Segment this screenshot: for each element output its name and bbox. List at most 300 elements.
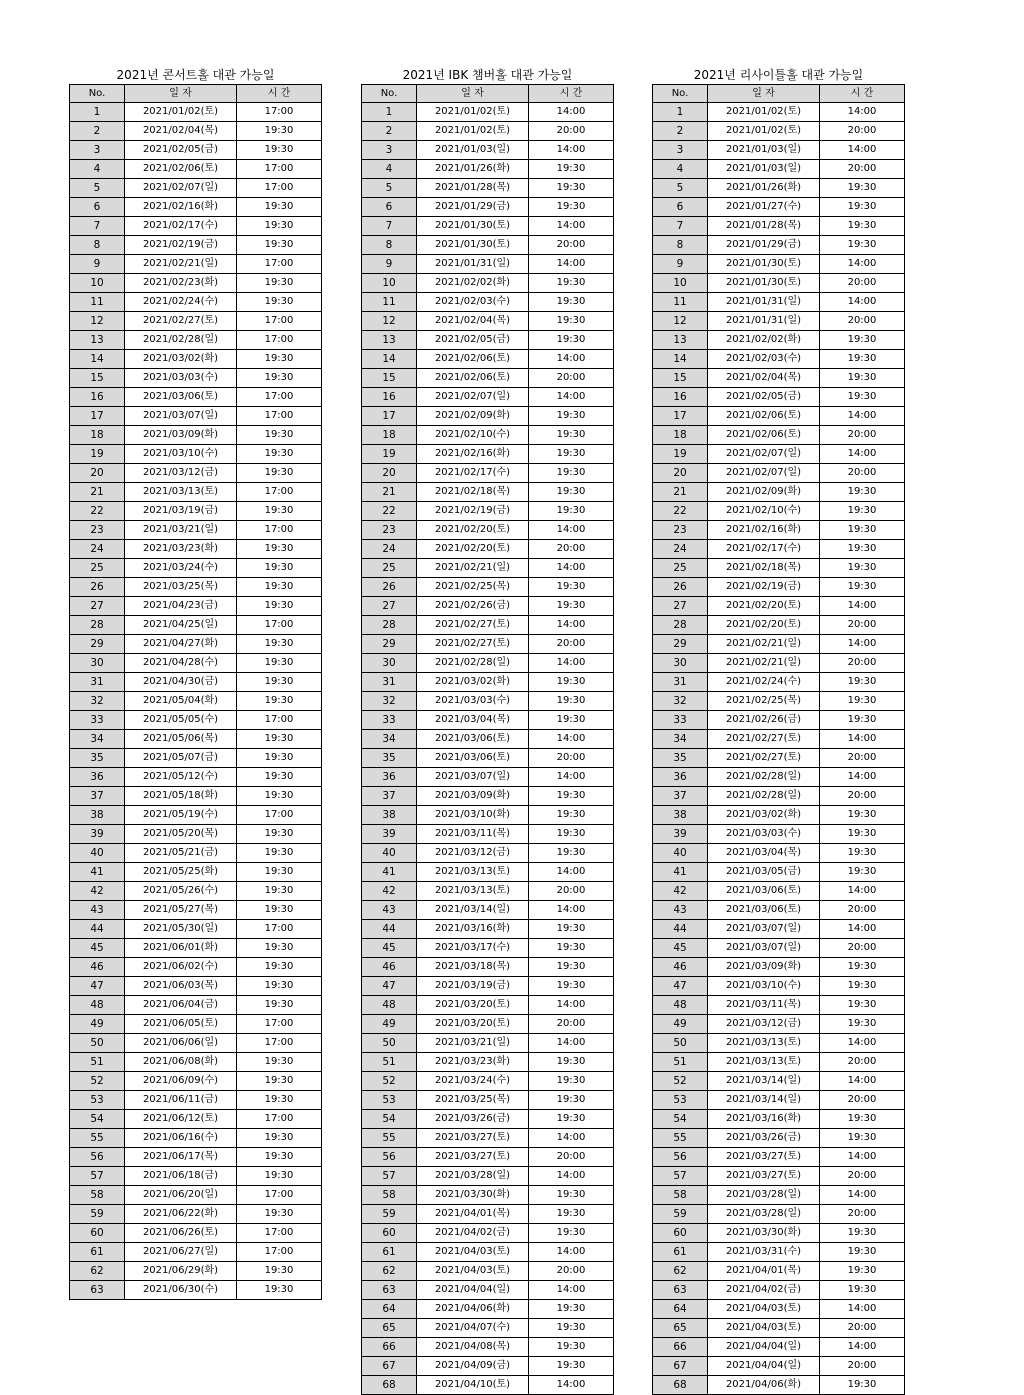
table-row [70, 1186, 322, 1205]
row-time: 19:30 [237, 749, 322, 768]
row-number: 2 [362, 122, 417, 141]
row-number: 56 [653, 1148, 708, 1167]
row-date: 2021/02/02(화) [417, 274, 529, 293]
table-row [653, 958, 905, 977]
table-row [653, 141, 905, 160]
row-number: 49 [653, 1015, 708, 1034]
row-date: 2021/02/09(화) [708, 483, 820, 502]
row-number: 12 [362, 312, 417, 331]
table-row [70, 806, 322, 825]
row-number: 17 [70, 407, 125, 426]
row-date: 2021/03/21(일) [125, 521, 237, 540]
row-number: 35 [70, 749, 125, 768]
table-row [653, 312, 905, 331]
row-date: 2021/03/06(토) [708, 901, 820, 920]
table-row [70, 1167, 322, 1186]
table-row [653, 559, 905, 578]
row-date: 2021/01/02(토) [417, 103, 529, 122]
row-time: 19:30 [237, 578, 322, 597]
table-row [362, 350, 614, 369]
row-number: 64 [653, 1300, 708, 1319]
table-row [70, 597, 322, 616]
row-date: 2021/02/04(목) [125, 122, 237, 141]
table-row [653, 1034, 905, 1053]
row-date: 2021/03/19(금) [417, 977, 529, 996]
row-number: 66 [653, 1338, 708, 1357]
row-number: 42 [653, 882, 708, 901]
row-date: 2021/02/07(일) [417, 388, 529, 407]
row-date: 2021/03/13(토) [417, 863, 529, 882]
header-no: No. [70, 85, 125, 103]
row-date: 2021/02/23(화) [125, 274, 237, 293]
row-number: 65 [362, 1319, 417, 1338]
row-time: 19:30 [820, 692, 905, 711]
table-row [70, 236, 322, 255]
row-number: 42 [70, 882, 125, 901]
row-time: 14:00 [529, 388, 614, 407]
row-number: 50 [70, 1034, 125, 1053]
table-row [362, 1262, 614, 1281]
row-date: 2021/02/04(목) [417, 312, 529, 331]
row-date: 2021/06/08(화) [125, 1053, 237, 1072]
table-row [362, 1015, 614, 1034]
row-number: 61 [70, 1243, 125, 1262]
row-number: 54 [70, 1110, 125, 1129]
row-date: 2021/01/29(금) [417, 198, 529, 217]
row-date: 2021/02/27(토) [708, 749, 820, 768]
row-number: 1 [70, 103, 125, 122]
table-row [653, 920, 905, 939]
row-date: 2021/06/17(목) [125, 1148, 237, 1167]
row-time: 19:30 [237, 217, 322, 236]
row-time: 17:00 [237, 1243, 322, 1262]
row-number: 21 [653, 483, 708, 502]
row-number: 39 [362, 825, 417, 844]
row-time: 19:30 [820, 844, 905, 863]
table-row [653, 274, 905, 293]
row-time: 19:30 [529, 1110, 614, 1129]
row-date: 2021/05/25(화) [125, 863, 237, 882]
row-time: 19:30 [237, 464, 322, 483]
row-time: 19:30 [820, 1281, 905, 1300]
row-date: 2021/02/20(토) [417, 540, 529, 559]
row-date: 2021/03/31(수) [708, 1243, 820, 1262]
row-number: 45 [653, 939, 708, 958]
table-row [362, 1205, 614, 1224]
row-date: 2021/03/07(일) [708, 920, 820, 939]
row-time: 17:00 [237, 1015, 322, 1034]
row-number: 58 [70, 1186, 125, 1205]
table-row [653, 426, 905, 445]
row-date: 2021/03/02(화) [125, 350, 237, 369]
row-number: 7 [362, 217, 417, 236]
row-time: 19:30 [237, 1262, 322, 1281]
table-row [70, 844, 322, 863]
row-time: 19:30 [529, 1186, 614, 1205]
row-number: 23 [362, 521, 417, 540]
row-time: 17:00 [237, 1034, 322, 1053]
row-time: 14:00 [529, 103, 614, 122]
table-row [362, 787, 614, 806]
row-date: 2021/05/19(수) [125, 806, 237, 825]
row-date: 2021/03/10(화) [417, 806, 529, 825]
row-number: 4 [70, 160, 125, 179]
row-number: 14 [362, 350, 417, 369]
row-time: 19:30 [820, 1015, 905, 1034]
row-date: 2021/03/12(금) [125, 464, 237, 483]
table-row [653, 1281, 905, 1300]
row-number: 51 [70, 1053, 125, 1072]
table-row [653, 692, 905, 711]
row-number: 67 [362, 1357, 417, 1376]
row-date: 2021/02/18(목) [417, 483, 529, 502]
row-time: 19:30 [820, 996, 905, 1015]
table-row [653, 1072, 905, 1091]
row-number: 1 [653, 103, 708, 122]
table-row [653, 1186, 905, 1205]
table-row [653, 103, 905, 122]
row-number: 40 [362, 844, 417, 863]
table-row [362, 1034, 614, 1053]
row-date: 2021/02/04(목) [708, 369, 820, 388]
row-date: 2021/03/20(토) [417, 996, 529, 1015]
row-number: 53 [70, 1091, 125, 1110]
row-time: 14:00 [820, 1338, 905, 1357]
row-number: 37 [362, 787, 417, 806]
table-row [70, 293, 322, 312]
row-date: 2021/04/08(목) [417, 1338, 529, 1357]
row-date: 2021/01/30(토) [417, 217, 529, 236]
recital-hall-title: 2021년 리사이틀홀 대관 가능일 [693, 68, 864, 82]
row-number: 15 [362, 369, 417, 388]
header-row [653, 85, 905, 103]
row-number: 60 [362, 1224, 417, 1243]
table-row [362, 103, 614, 122]
row-date: 2021/02/24(수) [708, 673, 820, 692]
row-time: 17:00 [237, 521, 322, 540]
table-row [653, 749, 905, 768]
table-row [653, 1205, 905, 1224]
row-number: 38 [362, 806, 417, 825]
table-row [70, 1262, 322, 1281]
row-number: 9 [70, 255, 125, 274]
row-date: 2021/04/07(수) [417, 1319, 529, 1338]
row-time: 20:00 [820, 1167, 905, 1186]
table-row [70, 350, 322, 369]
table-row [70, 179, 322, 198]
row-date: 2021/03/25(목) [417, 1091, 529, 1110]
row-number: 16 [362, 388, 417, 407]
table-row [70, 122, 322, 141]
table-row [70, 730, 322, 749]
table-row [362, 1300, 614, 1319]
row-time: 19:30 [820, 217, 905, 236]
row-time: 19:30 [529, 274, 614, 293]
row-time: 19:30 [529, 692, 614, 711]
row-number: 6 [362, 198, 417, 217]
row-number: 23 [653, 521, 708, 540]
table-row [362, 236, 614, 255]
table-row [653, 1319, 905, 1338]
row-time: 14:00 [529, 1281, 614, 1300]
row-date: 2021/02/19(금) [125, 236, 237, 255]
row-date: 2021/02/17(수) [125, 217, 237, 236]
table-row [653, 787, 905, 806]
table-row [653, 654, 905, 673]
row-date: 2021/03/06(토) [417, 730, 529, 749]
row-number: 22 [362, 502, 417, 521]
row-number: 58 [653, 1186, 708, 1205]
row-number: 24 [70, 540, 125, 559]
row-date: 2021/06/03(목) [125, 977, 237, 996]
row-time: 19:30 [237, 369, 322, 388]
table-row [362, 1148, 614, 1167]
table-row [70, 502, 322, 521]
row-date: 2021/03/17(수) [417, 939, 529, 958]
row-number: 40 [653, 844, 708, 863]
table-row [70, 103, 322, 122]
row-number: 36 [653, 768, 708, 787]
row-date: 2021/01/27(수) [708, 198, 820, 217]
row-number: 31 [70, 673, 125, 692]
row-number: 26 [70, 578, 125, 597]
table-row [362, 863, 614, 882]
row-time: 14:00 [820, 635, 905, 654]
row-date: 2021/02/02(화) [708, 331, 820, 350]
header-row [362, 85, 614, 103]
table-row [362, 1072, 614, 1091]
row-number: 20 [653, 464, 708, 483]
row-number: 11 [362, 293, 417, 312]
row-date: 2021/03/23(화) [125, 540, 237, 559]
row-date: 2021/03/27(토) [417, 1148, 529, 1167]
row-date: 2021/02/06(토) [417, 350, 529, 369]
row-number: 61 [362, 1243, 417, 1262]
table-row [362, 122, 614, 141]
row-time: 19:30 [529, 1091, 614, 1110]
table-row [653, 1300, 905, 1319]
row-number: 25 [362, 559, 417, 578]
row-date: 2021/02/28(일) [125, 331, 237, 350]
row-date: 2021/06/22(화) [125, 1205, 237, 1224]
table-row [653, 825, 905, 844]
table-row [362, 331, 614, 350]
table-row [653, 369, 905, 388]
row-date: 2021/06/01(화) [125, 939, 237, 958]
row-time: 19:30 [237, 1205, 322, 1224]
row-number: 4 [653, 160, 708, 179]
row-date: 2021/01/02(토) [125, 103, 237, 122]
row-date: 2021/05/20(목) [125, 825, 237, 844]
row-time: 19:30 [237, 1281, 322, 1300]
row-date: 2021/03/11(목) [708, 996, 820, 1015]
row-time: 14:00 [820, 141, 905, 160]
table-row [653, 198, 905, 217]
table-row [70, 445, 322, 464]
row-time: 20:00 [529, 882, 614, 901]
row-number: 21 [70, 483, 125, 502]
row-number: 48 [70, 996, 125, 1015]
row-number: 18 [362, 426, 417, 445]
row-date: 2021/05/07(금) [125, 749, 237, 768]
row-number: 36 [70, 768, 125, 787]
row-time: 19:30 [529, 844, 614, 863]
row-number: 20 [362, 464, 417, 483]
row-date: 2021/02/21(일) [708, 635, 820, 654]
row-time: 19:30 [237, 825, 322, 844]
table-row [70, 1110, 322, 1129]
row-time: 19:30 [820, 521, 905, 540]
table-row [70, 198, 322, 217]
row-number: 28 [653, 616, 708, 635]
table-row [362, 179, 614, 198]
row-time: 19:30 [529, 483, 614, 502]
table-row [653, 673, 905, 692]
row-number: 5 [653, 179, 708, 198]
row-date: 2021/04/06(화) [708, 1376, 820, 1395]
row-time: 20:00 [820, 1091, 905, 1110]
table-row [653, 350, 905, 369]
row-number: 14 [653, 350, 708, 369]
row-time: 19:30 [529, 825, 614, 844]
row-date: 2021/06/11(금) [125, 1091, 237, 1110]
row-date: 2021/01/31(일) [708, 312, 820, 331]
row-number: 19 [70, 445, 125, 464]
row-number: 55 [653, 1129, 708, 1148]
row-date: 2021/06/29(화) [125, 1262, 237, 1281]
row-date: 2021/04/10(토) [417, 1376, 529, 1395]
table-row [653, 597, 905, 616]
row-number: 8 [653, 236, 708, 255]
table-row [653, 844, 905, 863]
row-number: 26 [653, 578, 708, 597]
row-number: 51 [653, 1053, 708, 1072]
row-time: 19:30 [237, 198, 322, 217]
row-time: 19:30 [529, 977, 614, 996]
table-row [653, 882, 905, 901]
table-row [653, 122, 905, 141]
row-number: 62 [362, 1262, 417, 1281]
row-time: 19:30 [529, 1224, 614, 1243]
row-date: 2021/01/30(토) [708, 274, 820, 293]
row-date: 2021/03/02(화) [417, 673, 529, 692]
row-time: 20:00 [820, 901, 905, 920]
row-time: 14:00 [529, 255, 614, 274]
table-row [70, 882, 322, 901]
table-row [70, 711, 322, 730]
table-row [653, 521, 905, 540]
row-number: 62 [653, 1262, 708, 1281]
table-row [70, 578, 322, 597]
table-row [70, 388, 322, 407]
table-row [362, 540, 614, 559]
table-row [653, 635, 905, 654]
row-number: 24 [653, 540, 708, 559]
row-number: 2 [70, 122, 125, 141]
row-number: 37 [70, 787, 125, 806]
table-row [362, 502, 614, 521]
row-date: 2021/02/25(목) [417, 578, 529, 597]
row-number: 8 [362, 236, 417, 255]
row-number: 19 [362, 445, 417, 464]
table-row [362, 407, 614, 426]
row-time: 19:30 [237, 863, 322, 882]
row-number: 3 [362, 141, 417, 160]
table-row [70, 1072, 322, 1091]
row-date: 2021/03/18(목) [417, 958, 529, 977]
row-number: 48 [653, 996, 708, 1015]
row-number: 41 [70, 863, 125, 882]
row-number: 35 [362, 749, 417, 768]
row-date: 2021/02/05(금) [708, 388, 820, 407]
table-row [653, 483, 905, 502]
row-time: 14:00 [529, 863, 614, 882]
row-date: 2021/03/11(목) [417, 825, 529, 844]
row-date: 2021/05/04(화) [125, 692, 237, 711]
row-number: 68 [362, 1376, 417, 1395]
row-number: 17 [653, 407, 708, 426]
row-number: 57 [362, 1167, 417, 1186]
table-row [362, 464, 614, 483]
row-time: 19:30 [237, 882, 322, 901]
row-time: 19:30 [529, 1205, 614, 1224]
row-number: 49 [362, 1015, 417, 1034]
row-date: 2021/02/06(토) [708, 407, 820, 426]
row-time: 19:30 [237, 1129, 322, 1148]
row-date: 2021/02/16(화) [708, 521, 820, 540]
table-row [362, 806, 614, 825]
row-number: 13 [70, 331, 125, 350]
header-date: 일 자 [125, 85, 237, 103]
row-number: 24 [362, 540, 417, 559]
table-row [362, 616, 614, 635]
row-number: 63 [653, 1281, 708, 1300]
row-time: 19:30 [820, 863, 905, 882]
ibk-chamber-hall-table [361, 84, 614, 1395]
row-time: 19:30 [820, 350, 905, 369]
row-time: 19:30 [820, 1129, 905, 1148]
row-time: 17:00 [237, 920, 322, 939]
row-number: 63 [70, 1281, 125, 1300]
row-date: 2021/03/03(수) [417, 692, 529, 711]
table-row [362, 730, 614, 749]
row-date: 2021/04/30(금) [125, 673, 237, 692]
row-number: 59 [653, 1205, 708, 1224]
row-time: 17:00 [237, 1186, 322, 1205]
table-row [362, 1357, 614, 1376]
row-date: 2021/02/28(일) [417, 654, 529, 673]
row-time: 14:00 [820, 1186, 905, 1205]
row-date: 2021/02/05(금) [125, 141, 237, 160]
row-time: 14:00 [529, 350, 614, 369]
row-time: 14:00 [529, 1167, 614, 1186]
row-time: 19:30 [237, 844, 322, 863]
concert-hall-title: 2021년 콘서트홀 대관 가능일 [116, 68, 275, 82]
row-time: 19:30 [529, 1357, 614, 1376]
row-number: 1 [362, 103, 417, 122]
ibk-chamber-hall-block [361, 66, 614, 1395]
row-number: 56 [362, 1148, 417, 1167]
row-time: 14:00 [820, 920, 905, 939]
row-time: 14:00 [820, 1148, 905, 1167]
table-row [362, 445, 614, 464]
row-time: 19:30 [529, 711, 614, 730]
row-number: 50 [362, 1034, 417, 1053]
row-time: 20:00 [820, 939, 905, 958]
row-time: 17:00 [237, 255, 322, 274]
row-date: 2021/06/02(수) [125, 958, 237, 977]
row-number: 46 [653, 958, 708, 977]
